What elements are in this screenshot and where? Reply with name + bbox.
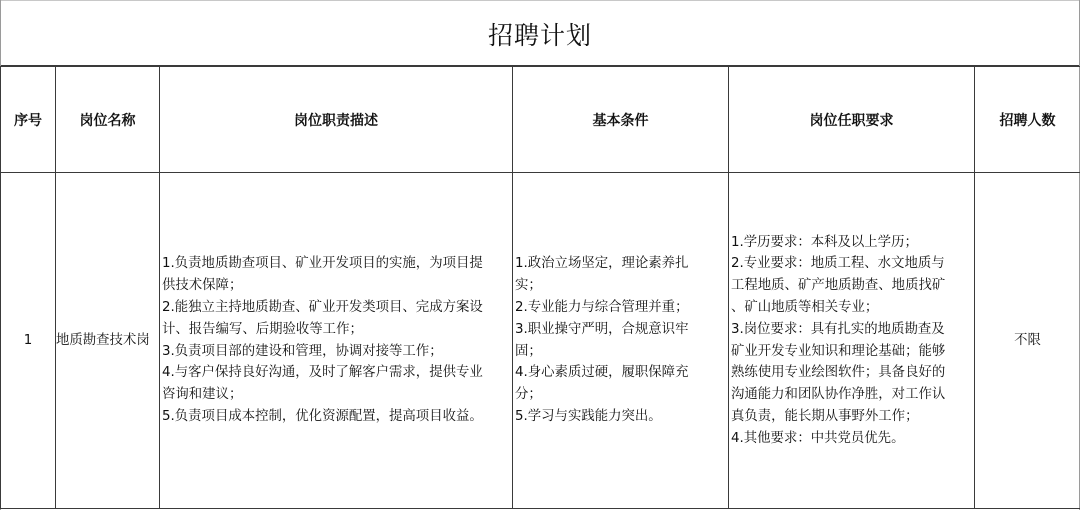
requirement-line: 1.学历要求：本科及以上学历； [731, 234, 918, 250]
duty-line: 1.负责地质勘查项目、矿业开发项目的实施，为项目提 [162, 256, 483, 272]
duty-line: 供技术保障； [162, 278, 243, 294]
duty-line: 咨询和建议； [162, 387, 243, 403]
column-header-basic-conditions: 基本条件 [513, 67, 729, 173]
recruitment-table [0, 66, 1080, 509]
duty-line: 2.能独立主持地质勘查、矿业开发类项目、完成方案设 [162, 299, 483, 315]
requirements-cell [729, 173, 975, 509]
column-header-headcount: 招聘人数 [975, 67, 1080, 173]
headcount-cell: 不限 [975, 173, 1080, 509]
requirement-line: 4.其他要求：中共党员优先。 [731, 430, 905, 446]
condition-line: 1.政治立场坚定，理论素养扎 [515, 256, 689, 272]
duty-line: 计、报告编写、后期验收等工作； [162, 321, 363, 337]
row-index-cell: 1 [1, 173, 56, 509]
requirement-line: 工程地质、矿产地质勘查、地质找矿 [731, 278, 946, 294]
duty-line: 4.与客户保持良好沟通，及时了解客户需求，提供专业 [162, 365, 483, 381]
duty-line: 3.负责项目部的建设和管理，协调对接等工作； [162, 343, 443, 359]
basic-conditions-text [513, 253, 728, 427]
table-row [1, 173, 1080, 509]
condition-line: 固； [515, 343, 542, 359]
column-header-index: 序号 [1, 67, 56, 173]
requirement-line: 3.岗位要求：具有扎实的地质勘查及 [731, 321, 945, 337]
condition-line: 4.身心素质过硬，履职保障充 [515, 365, 689, 381]
requirement-line: 熟练使用专业绘图软件；具备良好的 [731, 365, 946, 381]
title-row [1, 0, 1079, 66]
condition-line: 分； [515, 387, 542, 403]
duty-line: 5.负责项目成本控制，优化资源配置，提高项目收益。 [162, 408, 483, 424]
column-header-duties: 岗位职责描述 [160, 67, 513, 173]
requirement-line: 沟通能力和团队协作净胜，对工作认 [731, 387, 946, 403]
position-name-cell: 地质勘查技术岗 [56, 173, 160, 509]
column-header-position: 岗位名称 [56, 67, 160, 173]
requirement-line: 、矿山地质等相关专业； [731, 299, 879, 315]
duties-text [160, 253, 512, 427]
condition-line: 2.专业能力与综合管理并重； [515, 299, 689, 315]
condition-line: 实； [515, 278, 542, 294]
requirements-text [729, 232, 974, 450]
header-row [1, 67, 1080, 173]
page-title: 招聘计划 [487, 21, 592, 50]
condition-line: 3.职业操守严明，合规意识牢 [515, 321, 689, 337]
requirement-line: 矿业开发专业知识和理论基础；能够 [731, 343, 946, 359]
requirement-line: 2.专业要求：地质工程、水文地质与 [731, 256, 945, 272]
column-header-requirements: 岗位任职要求 [729, 67, 975, 173]
requirement-line: 真负责，能长期从事野外工作； [731, 408, 919, 424]
basic-conditions-cell [513, 173, 729, 509]
condition-line: 5.学习与实践能力突出。 [515, 408, 662, 424]
duties-cell [160, 173, 513, 509]
